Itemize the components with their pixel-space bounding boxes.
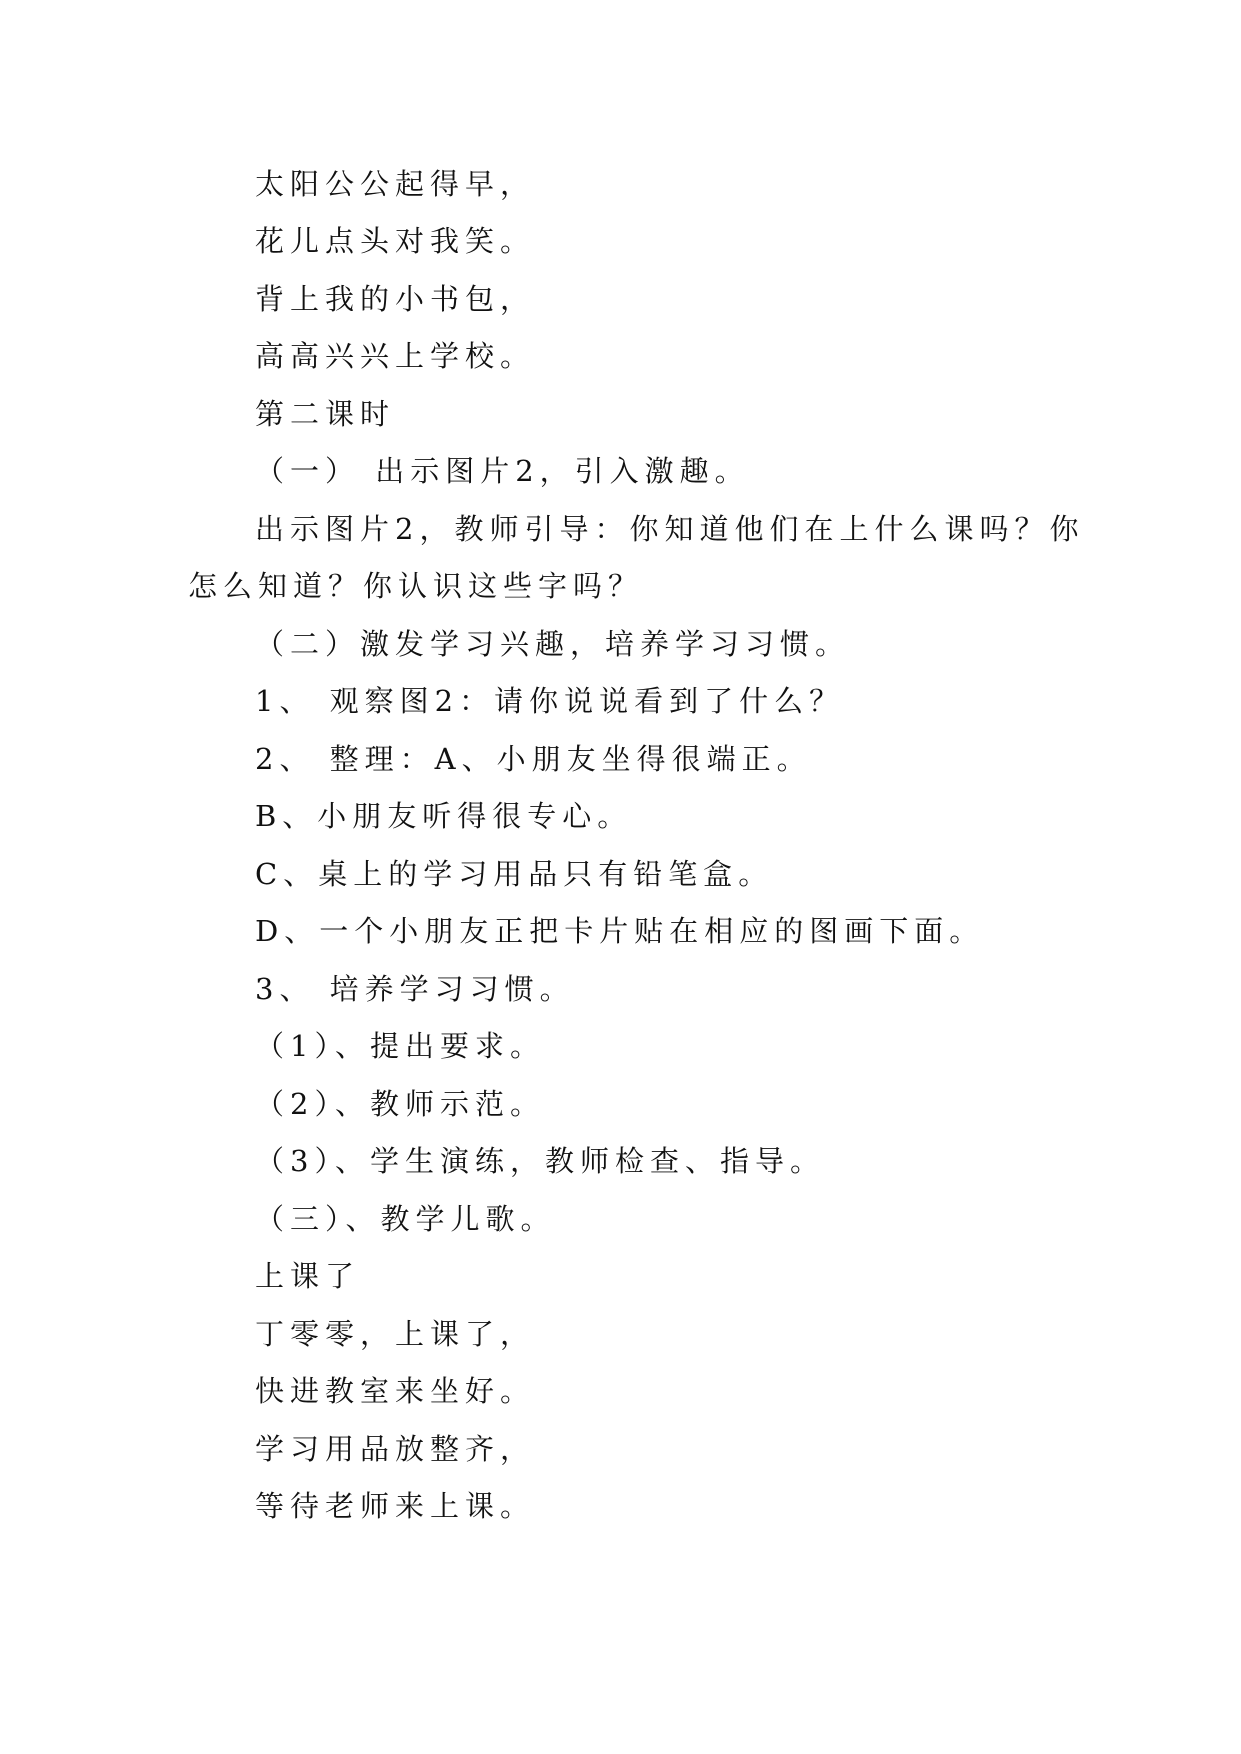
subsection-heading: （三）、教学儿歌。 bbox=[255, 1202, 556, 1236]
poem-line: 丁零零，上课了， bbox=[255, 1317, 536, 1351]
poem-line: 高高兴兴上学校。 bbox=[255, 339, 536, 373]
poem-line: 花儿点头对我笑。 bbox=[255, 224, 536, 258]
paragraph-line: 出示图片2，教师引导：你知道他们在上什么课吗？你 bbox=[255, 512, 1085, 546]
poem-title: 上课了 bbox=[255, 1259, 361, 1293]
poem-line: 快进教室来坐好。 bbox=[255, 1374, 536, 1408]
list-item: C、桌上的学习用品只有铅笔盒。 bbox=[255, 857, 774, 891]
poem-line: 学习用品放整齐， bbox=[255, 1432, 536, 1466]
list-item: D、一个小朋友正把卡片贴在相应的图画下面。 bbox=[255, 914, 985, 948]
poem-line: 太阳公公起得早， bbox=[255, 167, 536, 201]
poem-line: 等待老师来上课。 bbox=[255, 1489, 536, 1523]
list-item: 2、 整理：A、小朋友坐得很端正。 bbox=[255, 742, 812, 776]
poem-line: 背上我的小书包， bbox=[255, 282, 536, 316]
subsection-heading: （二）激发学习兴趣，培养学习习惯。 bbox=[255, 627, 851, 661]
list-item: （2）、教师示范。 bbox=[255, 1087, 545, 1121]
subsection-heading: （一） 出示图片2，引入激趣。 bbox=[255, 454, 750, 488]
list-item: 1、 观察图2：请你说说看到了什么？ bbox=[255, 684, 845, 718]
section-heading: 第二课时 bbox=[255, 397, 396, 431]
list-item: （3）、学生演练，教师检查、指导。 bbox=[255, 1144, 825, 1178]
list-item: B、小朋友听得很专心。 bbox=[255, 799, 633, 833]
list-item: 3、 培养学习习惯。 bbox=[255, 972, 575, 1006]
list-item: （1）、提出要求。 bbox=[255, 1029, 545, 1063]
paragraph-line: 怎么知道？你认识这些字吗？ bbox=[188, 569, 644, 603]
